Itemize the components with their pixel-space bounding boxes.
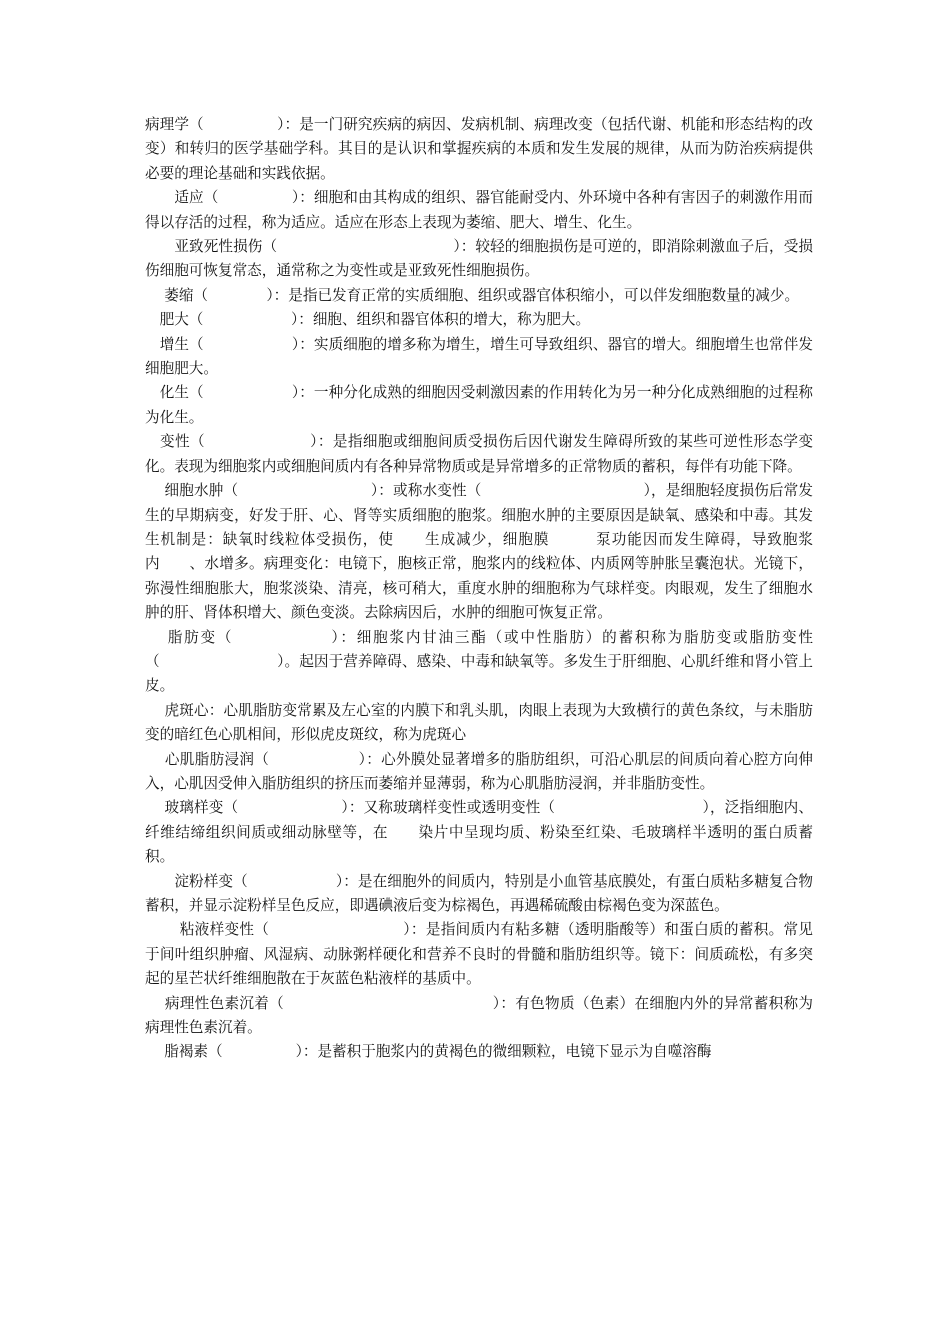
paragraph-atrophy: 萎缩（ ）：是指已发育正常的实质细胞、组织或器官体积缩小，可以伴发细胞数量的减少。 [164, 286, 800, 304]
paragraph-adaptation: 适应（ ）：细胞和由其构成的组织、器官能耐受内、外环境中各种有害因子的刺激作用而得以存活的过程，称为适应。适应在形态上表现为萎缩、肥大、增生、化生。 [145, 189, 813, 231]
paragraph-lipofuscin: 脂褐素（ ）：是蓄积于胞浆内的黄褐色的微细颗粒，电镜下显示为自噬溶酶 [164, 1043, 712, 1061]
paragraph-hyaline-change: 玻璃样变（ ）：又称玻璃样变性或透明变性（ ），泛指细胞内、纤维结缔组织间质或细动脉壁等，在 染片中呈现均质、粉染至红染、毛玻璃样半透明的蛋白质蓄积。 [145, 799, 814, 866]
document-body [145, 113, 813, 1065]
paragraph-cellular-swelling: 细胞水肿（ ）：或称水变性（ ），是细胞轻度损伤后常发生的早期病变，好发于肝、心、肾等实质细胞的胞浆。细胞水肿的主要原因是缺氧、感染和中毒。其发生机制是：缺氧时线粒体受损伤，使 生成减少，细胞膜 泵功能因而发生障碍，导致胞浆内 、水增多。病理变化：电镜下，胞核正常，胞浆内的线粒体、内质网等肿胀呈囊泡状。光镜下，弥漫性细胞胀大，胞浆淡染、清亮，核可稍大，重度水肿的细胞称为气球样变。肉眼观，发生了细胞水肿的肝、肾体积增大、颜色变淡。去除病因后，水肿的细胞可恢复正常。 [145, 482, 814, 622]
paragraph-amyloidosis: 淀粉样变（ ）：是在细胞外的间质内，特别是小血管基底膜处，有蛋白质粘多糖复合物蓄积，并显示淀粉样呈色反应，即遇碘液后变为棕褐色，再遇稀硫酸由棕褐色变为深蓝色。 [145, 872, 813, 914]
paragraph-hypertrophy: 肥大（ ）：细胞、组织和器官体积的增大，称为肥大。 [159, 311, 591, 329]
paragraph-degeneration: 变性（ ）：是指细胞或细胞间质受损伤后因代谢发生障碍所致的某些可逆性形态学变化。表现为细胞浆内或细胞间质内有各种异常物质或是异常增多的正常物质的蓄积，每伴有功能下降。 [145, 433, 813, 475]
paragraph-fatty-change: 脂肪变（ ）：细胞浆内甘油三酯（或中性脂肪）的蓄积称为脂肪变或脂肪变性（ ）。起因于营养障碍、感染、中毒和缺氧等。多发生于肝细胞、心肌纤维和肾小管上皮。 [145, 628, 813, 695]
paragraph-hyperplasia: 增生（ ）：实质细胞的增多称为增生，增生可导致组织、器官的增大。细胞增生也常伴发细胞肥大。 [145, 335, 813, 378]
paragraph-pigmentation: 病理性色素沉着（ ）：有色物质（色素）在细胞内外的异常蓄积称为病理性色素沉着。 [145, 994, 813, 1037]
paragraph-fatty-infiltration: 心肌脂肪浸润（ ）：心外膜处显著增多的脂肪组织，可沿心肌层的间质向着心腔方向伸入，心肌因受伸入脂肪组织的挤压而萎缩并显薄弱，称为心肌脂肪浸润，并非脂肪变性。 [145, 750, 813, 792]
paragraph-tigered-heart: 虎斑心：心肌脂肪变常累及左心室的内膜下和乳头肌，肉眼上表现为大致横行的黄色条纹，与未脂肪变的暗红色心肌相间，形似虎皮斑纹，称为虎斑心 [145, 701, 813, 744]
paragraph-mucoid-degeneration: 粘液样变性（ ）：是指间质内有粘多糖（透明脂酸等）和蛋白质的蓄积。常见于间叶组织肿瘤、风湿病、动脉粥样硬化和营养不良时的骨髓和脂肪组织等。镜下：间质疏松，有多突起的星芒状纤维细胞散在于灰蓝色粘液样的基质中。 [145, 921, 813, 988]
paragraph-sublethal-injury: 亚致死性损伤（ ）：较轻的细胞损伤是可逆的，即消除刺激血子后，受损伤细胞可恢复常态，通常称之为变性或是亚致死性细胞损伤。 [145, 238, 813, 280]
paragraph-pathology: 病理学（ ）：是一门研究疾病的病因、发病机制、病理改变（包括代谢、机能和形态结构的改变）和转归的医学基础学科。其目的是认识和掌握疾病的本质和发生发展的规律，从而为防治疾病提供必要的理论基础和实践依据。 [145, 116, 813, 182]
paragraph-metaplasia: 化生（ ）：一种分化成熟的细胞因受刺激因素的作用转化为另一种分化成熟细胞的过程称为化生。 [145, 384, 813, 426]
